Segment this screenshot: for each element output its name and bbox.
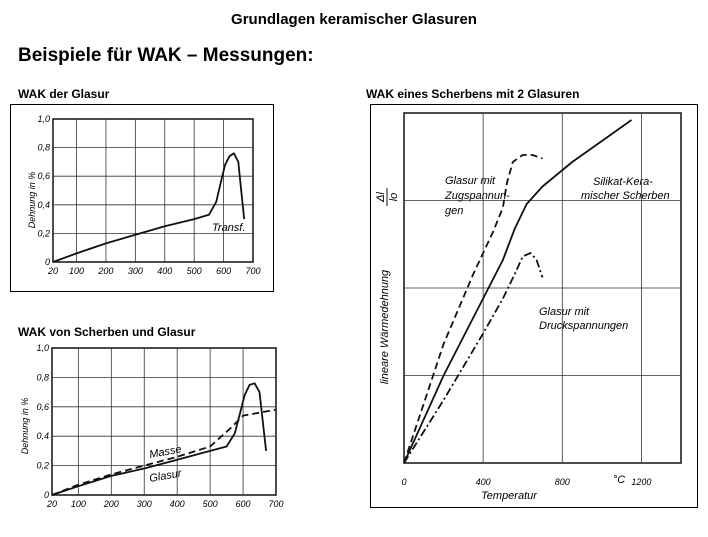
x-tick-label-6: 600 bbox=[216, 266, 232, 276]
x-tick-label-7: 700 bbox=[245, 266, 261, 276]
chart-caption-1: WAK der Glasur bbox=[18, 87, 110, 101]
x-tick-label-7: 700 bbox=[268, 499, 284, 509]
annotation-zug-3: gen bbox=[445, 205, 464, 217]
series-line-glasur bbox=[53, 153, 244, 262]
annotation-scherben-1: Silikat-Kera- bbox=[593, 176, 653, 188]
x-tick-label-4: 400 bbox=[157, 266, 173, 276]
y-tick-label-3: 0,6 bbox=[37, 171, 50, 182]
x-tick-label-0: 20 bbox=[47, 266, 59, 276]
x-tick-label-6: 600 bbox=[235, 499, 251, 509]
page-title: Grundlagen keramischer Glasuren bbox=[231, 11, 477, 28]
y-axis-label: lineare Wärmedehnung bbox=[379, 269, 391, 385]
y-tick-label-5: 1,0 bbox=[37, 114, 50, 124]
annotation-druck-2: Druckspannungen bbox=[539, 320, 629, 332]
chart-wak-scherben-2-glasuren bbox=[371, 105, 697, 507]
y-axis-label: Dehnung in % bbox=[20, 397, 30, 455]
annotation-masse: Masse bbox=[148, 443, 183, 461]
y-tick-label-4: 0,8 bbox=[37, 142, 50, 153]
x-tick-label-3: 300 bbox=[136, 499, 152, 509]
x-tick-label-3: 1200 bbox=[631, 477, 652, 487]
annotation-transf: Transf. bbox=[212, 222, 246, 234]
fraction-denominator: lo bbox=[388, 192, 400, 202]
x-tick-label-3: 300 bbox=[127, 266, 143, 276]
section-subtitle: Beispiele für WAK – Messungen: bbox=[18, 45, 314, 66]
y-tick-label-1: 0,2 bbox=[37, 228, 50, 239]
y-axis-label: Dehnung in % bbox=[27, 171, 37, 229]
chart-wak-glasur bbox=[11, 105, 273, 291]
chart-panel-1 bbox=[10, 104, 274, 292]
y-tick-label-2: 0,4 bbox=[37, 199, 50, 210]
x-tick-label-2: 200 bbox=[98, 266, 114, 276]
x-tick-label-1: 100 bbox=[69, 266, 85, 276]
chart-caption-3: WAK eines Scherbens mit 2 Glasuren bbox=[366, 87, 580, 101]
plot-frame bbox=[53, 119, 253, 262]
x-tick-label-0: 0 bbox=[401, 477, 407, 487]
chart-panel-3 bbox=[370, 104, 698, 508]
x-tick-label-0: 20 bbox=[46, 499, 58, 509]
chart-wak-scherben-glasur bbox=[10, 340, 296, 518]
y-tick-label-0: 0 bbox=[43, 490, 49, 500]
x-tick-label-2: 800 bbox=[554, 477, 570, 487]
x-tick-label-1: 400 bbox=[475, 477, 491, 487]
x-axis-unit: °C bbox=[612, 474, 626, 486]
annotation-zug-2: Zugspannun- bbox=[445, 190, 510, 202]
y-tick-label-1: 0,2 bbox=[36, 460, 49, 471]
x-axis-label: Temperatur bbox=[481, 490, 537, 502]
chart-caption-2: WAK von Scherben und Glasur bbox=[18, 325, 196, 339]
x-tick-label-5: 500 bbox=[202, 499, 218, 509]
annotation-zug-1: Glasur mit bbox=[445, 175, 496, 187]
y-tick-label-4: 0,8 bbox=[36, 372, 49, 383]
series-line-silikat-keramischer-scherben bbox=[404, 120, 632, 463]
x-tick-label-4: 400 bbox=[169, 499, 185, 509]
annotation-druck-1: Glasur mit bbox=[539, 306, 590, 318]
y-tick-label-5: 1,0 bbox=[36, 343, 49, 353]
y-tick-label-0: 0 bbox=[44, 257, 50, 267]
x-tick-label-2: 200 bbox=[103, 499, 119, 509]
fraction-numerator: Δl bbox=[375, 192, 387, 202]
x-tick-label-5: 500 bbox=[186, 266, 202, 276]
annotation-glasur: Glasur bbox=[148, 467, 183, 485]
x-tick-label-1: 100 bbox=[70, 499, 86, 509]
y-tick-label-3: 0,6 bbox=[36, 401, 49, 412]
series-line-glasur-mit-druckspannungen bbox=[404, 253, 543, 463]
chart-panel-2 bbox=[10, 340, 296, 518]
y-axis-fraction bbox=[375, 188, 400, 206]
y-tick-label-2: 0,4 bbox=[36, 431, 49, 442]
annotation-scherben-2: mischer Scherben bbox=[581, 190, 670, 202]
